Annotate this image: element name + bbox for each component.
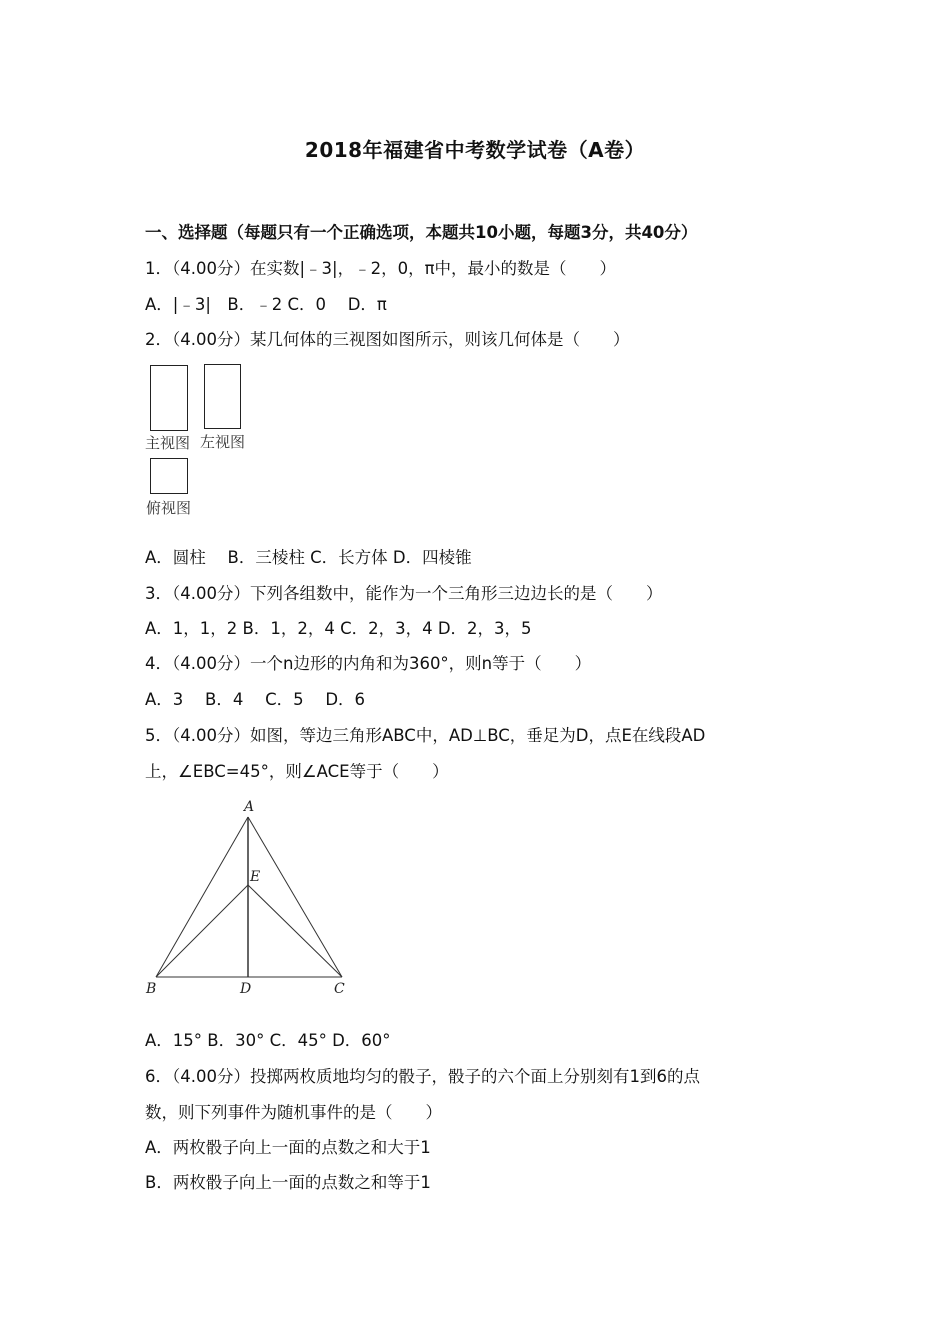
top-view-square	[150, 458, 188, 494]
question-5-stem-line2: 上，∠EBC=45°，则∠ACE等于（ ）	[145, 762, 449, 781]
question-1-stem: 1．（4.00分）在实数|﹣3|，﹣2，0，π中，最小的数是（ ）	[145, 259, 617, 278]
segment-be	[156, 885, 248, 977]
label-c: C	[334, 981, 345, 997]
label-a: A	[244, 799, 255, 815]
question-3-options: A．1，1，2 B．1，2，4 C．2，3，4 D．2，3，5	[145, 619, 532, 638]
question-5-stem-line1: 5．（4.00分）如图，等边三角形ABC中，AD⊥BC，垂足为D，点E在线段AD	[145, 726, 706, 745]
segment-ce	[248, 885, 342, 977]
question-4-options: A．3 B．4 C．5 D．6	[145, 690, 366, 709]
top-view-caption: 俯视图	[146, 499, 192, 517]
page-title: 2018年福建省中考数学试卷（A卷）	[304, 138, 646, 162]
side-ac	[248, 817, 342, 977]
label-b: B	[146, 981, 157, 997]
front-view-caption: 主视图	[145, 434, 191, 452]
label-e: E	[250, 869, 261, 885]
question-6-option-b: B．两枚骰子向上一面的点数之和等于1	[145, 1173, 431, 1192]
side-ab	[156, 817, 248, 977]
question-5-options: A．15° B．30° C．45° D．60°	[145, 1031, 391, 1050]
question-6-stem-line1: 6．（4.00分）投掷两枚质地均匀的骰子，骰子的六个面上分别刻有1到6的点	[145, 1067, 700, 1086]
question-4-stem: 4．（4.00分）一个n边形的内角和为360°，则n等于（ ）	[145, 654, 592, 673]
question-2-stem: 2．（4.00分）某几何体的三视图如图所示，则该几何体是（ ）	[145, 330, 630, 349]
question-6-option-a: A．两枚骰子向上一面的点数之和大于1	[145, 1138, 431, 1157]
front-view-rectangle	[150, 365, 188, 431]
question-6-stem-line2: 数，则下列事件为随机事件的是（ ）	[145, 1103, 442, 1122]
label-d: D	[240, 981, 252, 997]
question-3-stem: 3．（4.00分）下列各组数中，能作为一个三角形三边边长的是（ ）	[145, 584, 663, 603]
section-heading: 一、选择题（每题只有一个正确选项，本题共10小题，每题3分，共40分）	[145, 223, 698, 242]
triangle-figure	[140, 795, 360, 1005]
left-view-rectangle	[204, 364, 241, 429]
question-2-options: A．圆柱 B．三棱柱 C．长方体 D．四棱锥	[145, 548, 472, 567]
left-view-caption: 左视图	[200, 433, 246, 451]
question-1-options: A．|﹣3| B．﹣2 C．0 D．π	[145, 295, 387, 314]
